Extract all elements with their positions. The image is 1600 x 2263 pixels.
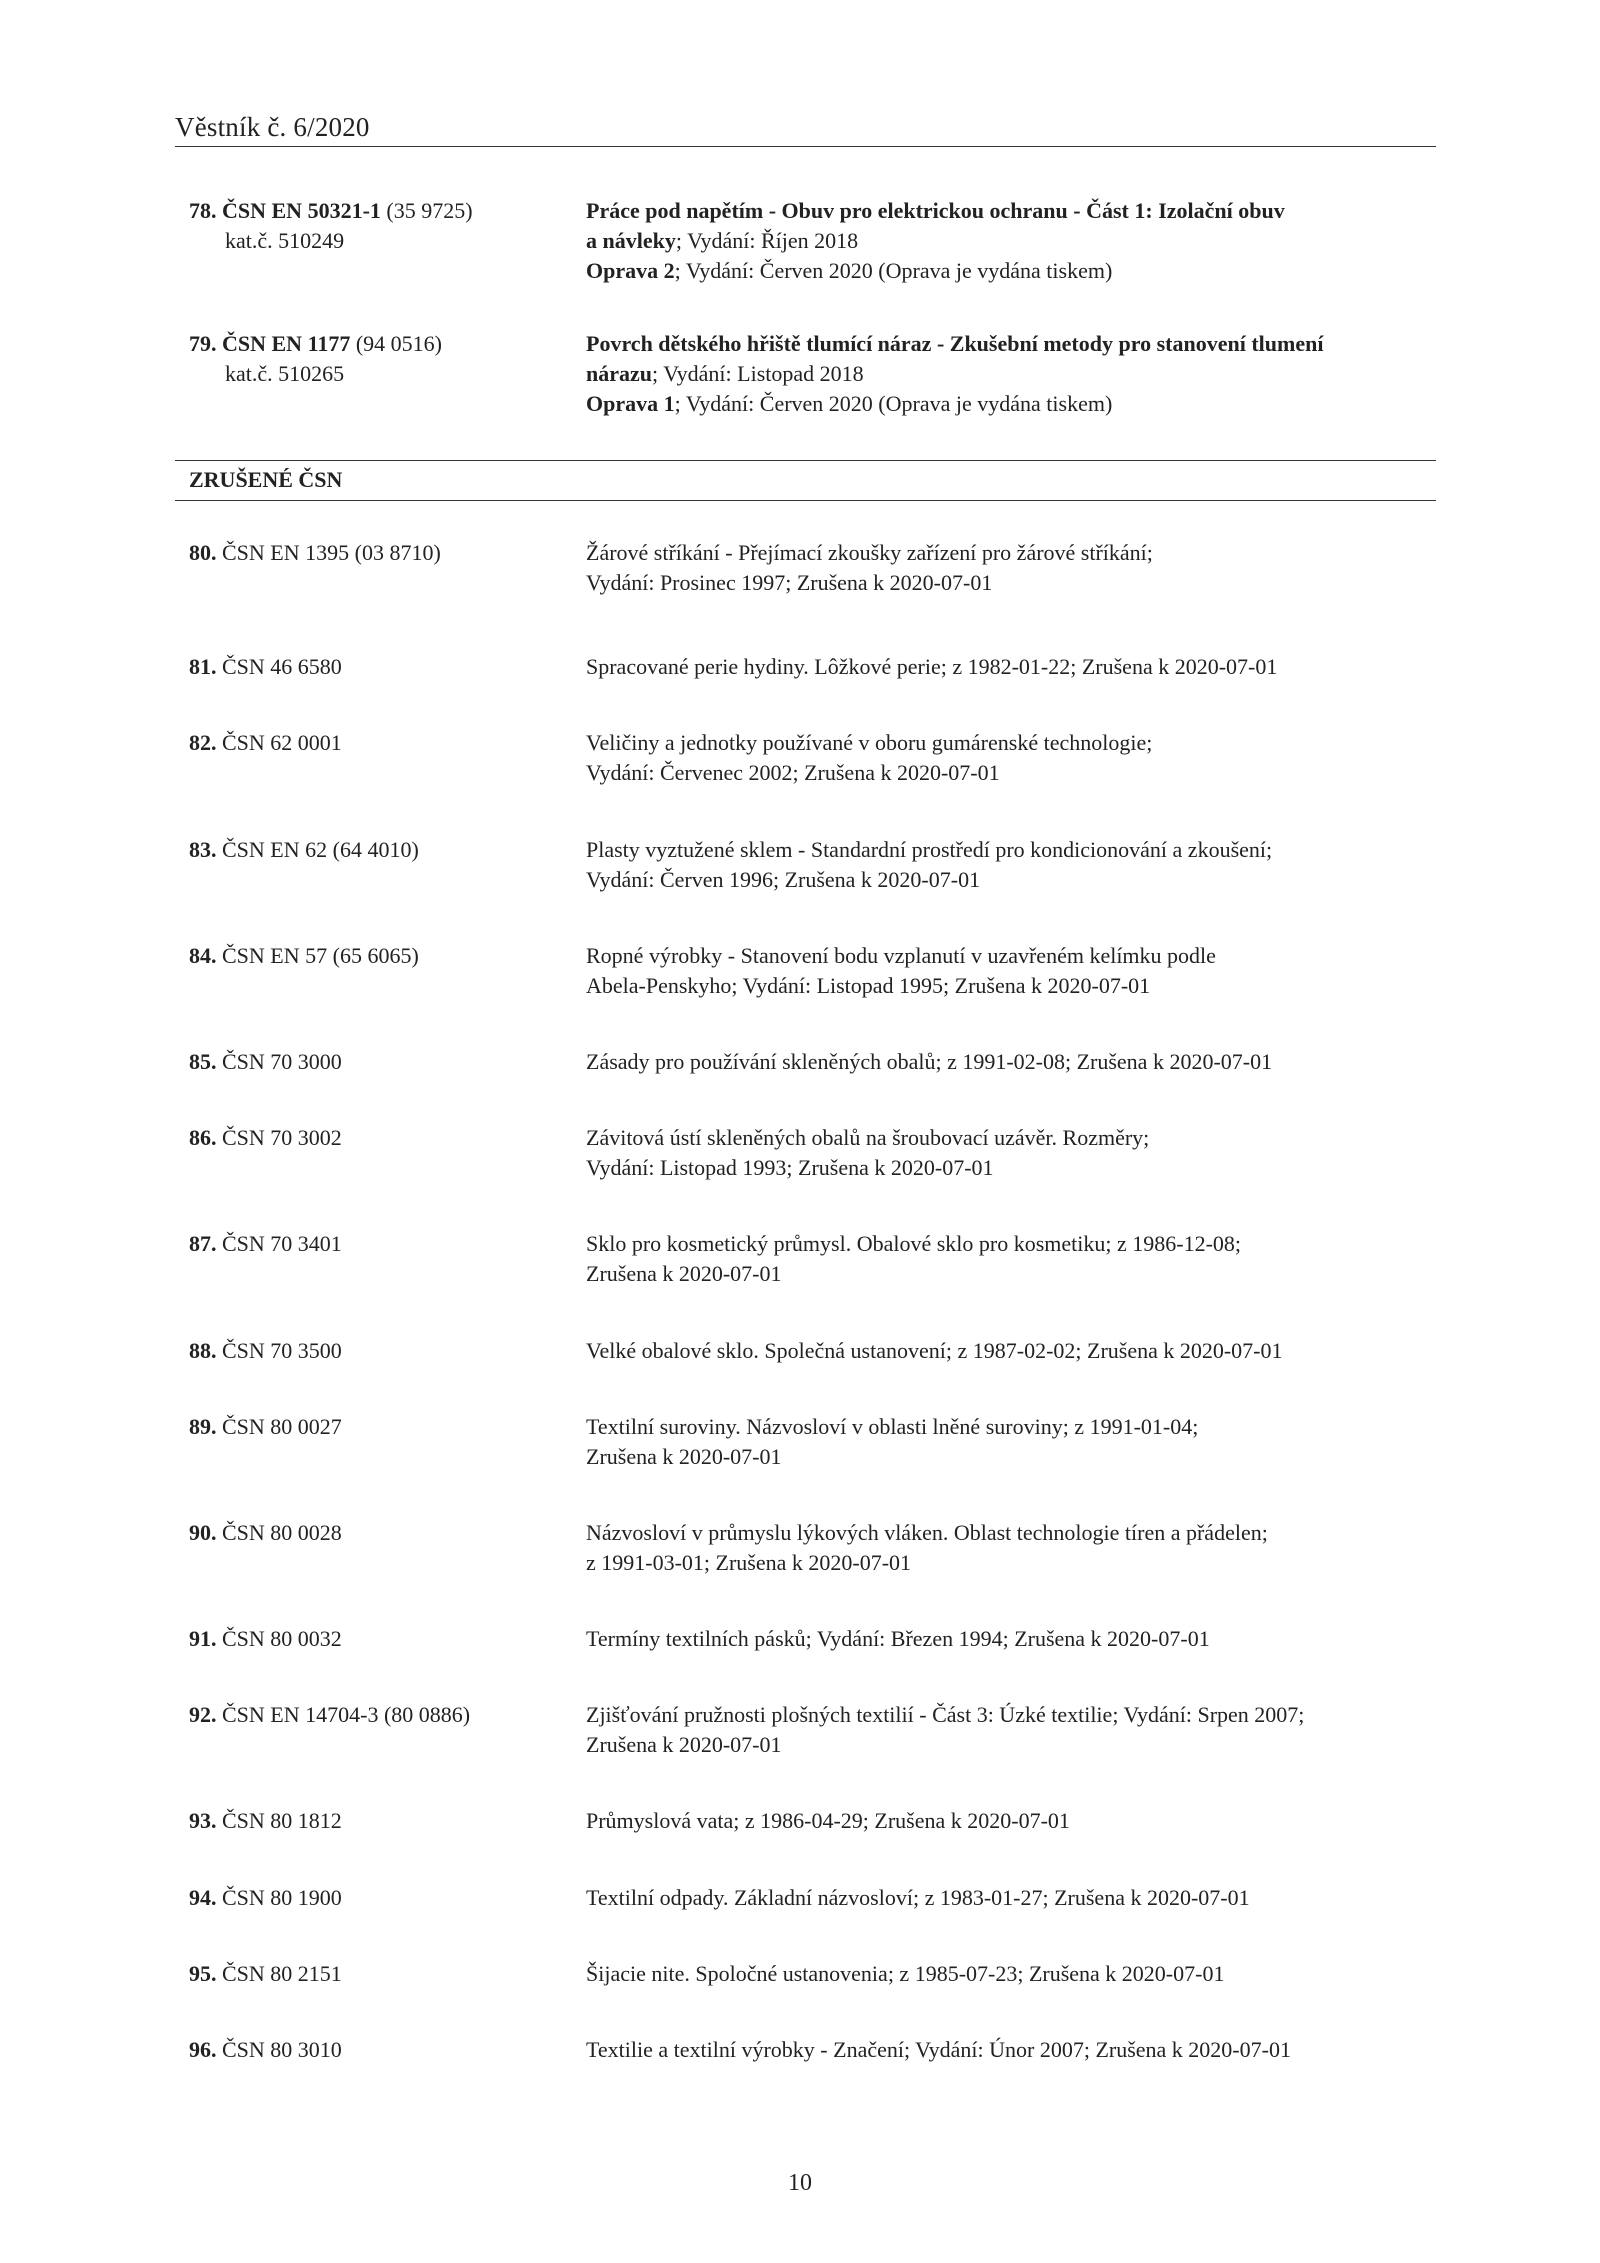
entry-designation [189,1806,342,1836]
entry-code: ČSN 80 0027 [216,1414,342,1439]
entry-code-class: (94 0516) [350,331,443,356]
entry-number: 89. [189,1414,217,1439]
entry-number: 93. [189,1808,217,1833]
section-title: ZRUŠENÉ ČSN [189,467,343,492]
entry-description [586,941,1436,1001]
entry-issue-date: ; Vydání: Říjen 2018 [675,228,859,253]
entry-designation [189,1959,342,1989]
entry-title-line: Závitová ústí skleněných obalů na šroubovací uzávěr. Rozměry; [586,1125,1150,1150]
page-number: 10 [788,2170,812,2196]
entry-description [586,835,1436,895]
entry-code: ČSN EN 1395 (03 8710) [216,540,441,565]
entry-status-line: z 1991-03-01; Zrušena k 2020-07-01 [586,1550,912,1575]
entry-number: 87. [189,1231,217,1256]
entry-title-line: Sklo pro kosmetický průmysl. Obalové sklo pro kosmetiku; z 1986-12-08; [586,1231,1242,1256]
entry-designation [189,1624,342,1654]
entry-status-line: Vydání: Listopad 1993; Zrušena k 2020-07-01 [586,1155,994,1180]
entry-number: 78. [189,198,217,223]
entry-code: ČSN 80 1900 [216,1885,342,1910]
entry-designation [189,1336,342,1366]
entry-code: ČSN 80 2151 [216,1961,342,1986]
entry-code: ČSN 80 1812 [216,1808,342,1833]
entry-number: 79. [189,331,217,356]
entry-title-line: Názvosloví v průmyslu lýkových vláken. Oblast technologie tíren a přádelen; [586,1520,1268,1545]
entry-designation [189,1123,342,1153]
entry-designation [189,1518,342,1548]
entry-description [586,538,1436,598]
entry-catalog-number: kat.č. 510249 [225,228,345,253]
entry-code: ČSN 80 3010 [216,2037,342,2062]
entry-description [586,1047,1436,1077]
entry-title-line: Ropné výrobky - Stanovení bodu vzplanutí v uzavřeném kelímku podle [586,943,1216,968]
entry-title-line: Šijacie nite. Spoločné ustanovenia; z 1985-07-23; Zrušena k 2020-07-01 [586,1961,1225,1986]
entry-number: 85. [189,1049,217,1074]
entry-amendment: Oprava 1 [586,391,675,416]
entry-designation [189,1883,342,1913]
entry-code: ČSN 80 0032 [216,1626,342,1651]
entry-code: ČSN 80 0028 [216,1520,342,1545]
entry-designation [189,728,342,758]
entry-number: 94. [189,1885,217,1910]
entry-title-line: Plasty vyztužené sklem - Standardní prostředí pro kondicionování a zkoušení; [586,837,1273,862]
entry-code: ČSN 46 6580 [216,654,342,679]
entry-number: 95. [189,1961,217,1986]
entry-code-class: (35 9725) [380,198,473,223]
header-divider [175,146,1436,147]
entry-title-continuation: a návleky [586,228,676,253]
entry-number: 83. [189,837,217,862]
entry-status-line: Vydání: Červen 1996; Zrušena k 2020-07-01 [586,867,981,892]
entry-number: 84. [189,943,217,968]
entry-number: 81. [189,654,217,679]
entry-designation [189,1229,342,1259]
entry-description [586,1806,1436,1836]
entry-code: ČSN EN 50321-1 [222,198,381,223]
entry-description [586,1518,1436,1578]
entry-description [586,728,1436,788]
entry-title-line: Textilní odpady. Základní názvosloví; z 1983-01-27; Zrušena k 2020-07-01 [586,1885,1250,1910]
entry-title-line: Velké obalové sklo. Společná ustanovení; z 1987-02-02; Zrušena k 2020-07-01 [586,1338,1283,1363]
entry-number: 82. [189,730,217,755]
entry-description [586,1123,1436,1183]
entry-description [586,1883,1436,1913]
entry-description [586,2035,1436,2065]
entry-number: 88. [189,1338,217,1363]
entry-amendment: Oprava 2 [586,258,675,283]
entry-status-line: Abela-Penskyho; Vydání: Listopad 1995; Zrušena k 2020-07-01 [586,973,1151,998]
entry-description [586,652,1436,682]
entry-code: ČSN EN 1177 [222,331,351,356]
entry-title-line: Veličiny a jednotky používané v oboru gumárenské technologie; [586,730,1153,755]
entry-code: ČSN 70 3401 [216,1231,342,1256]
entry-description [586,1229,1436,1289]
entry-number: 91. [189,1626,217,1651]
entry-title-line: Povrch dětského hřiště tlumící náraz - Zkušební metody pro stanovení tlumení [586,331,1324,356]
entry-code: ČSN 70 3000 [216,1049,342,1074]
entry-code: ČSN 62 0001 [216,730,342,755]
entry-designation [189,1700,470,1730]
entry-description [586,1700,1436,1760]
entry-description [586,1959,1436,1989]
entry-title-line: Zjišťování pružnosti plošných textilií - Část 3: Úzké textilie; Vydání: Srpen 2007; [586,1702,1305,1727]
entry-number: 80. [189,540,217,565]
entry-designation [189,329,443,386]
entry-title-line: Spracované perie hydiny. Lôžkové perie; z 1982-01-22; Zrušena k 2020-07-01 [586,654,1278,679]
entry-code: ČSN 70 3500 [216,1338,342,1363]
entry-code: ČSN EN 14704-3 (80 0886) [216,1702,471,1727]
entry-designation [189,196,473,253]
entry-designation [189,538,441,568]
entry-description [586,329,1436,419]
entry-amendment-detail: ; Vydání: Červen 2020 (Oprava je vydána tiskem) [674,258,1113,283]
entry-title-line: Žárové stříkání - Přejímací zkoušky zařízení pro žárové stříkání; [586,540,1153,565]
entry-title-line: Průmyslová vata; z 1986-04-29; Zrušena k 2020-07-01 [586,1808,1070,1833]
page-header-title: Věstník č. 6/2020 [175,112,370,142]
entry-title-continuation: nárazu [586,361,652,386]
entry-designation [189,2035,342,2065]
entry-description [586,1412,1436,1472]
section-heading-band [175,460,1436,501]
entry-amendment-detail: ; Vydání: Červen 2020 (Oprava je vydána tiskem) [674,391,1113,416]
entry-number: 86. [189,1125,217,1150]
entry-code: ČSN EN 62 (64 4010) [216,837,419,862]
entry-title-line: Termíny textilních pásků; Vydání: Březen 1994; Zrušena k 2020-07-01 [586,1626,1210,1651]
entry-status-line: Vydání: Červenec 2002; Zrušena k 2020-07-01 [586,760,1000,785]
entry-description [586,1336,1436,1366]
entry-number: 90. [189,1520,217,1545]
entry-title-line: Zásady pro používání skleněných obalů; z 1991-02-08; Zrušena k 2020-07-01 [586,1049,1273,1074]
entry-issue-date: ; Vydání: Listopad 2018 [652,361,864,386]
entry-designation [189,835,419,865]
entry-designation [189,652,342,682]
entry-designation [189,1412,342,1442]
entry-number: 96. [189,2037,217,2062]
entry-description [586,196,1436,286]
entry-status-line: Zrušena k 2020-07-01 [586,1261,782,1286]
entry-status-line: Zrušena k 2020-07-01 [586,1732,782,1757]
entry-designation [189,941,419,971]
entry-number: 92. [189,1702,217,1727]
entry-designation [189,1047,342,1077]
entry-title-line: Práce pod napětím - Obuv pro elektrickou ochranu - Část 1: Izolační obuv [586,198,1285,223]
entry-catalog-number: kat.č. 510265 [225,361,345,386]
entry-code: ČSN EN 57 (65 6065) [216,943,419,968]
entry-description [586,1624,1436,1654]
entry-title-line: Textilie a textilní výrobky - Značení; Vydání: Únor 2007; Zrušena k 2020-07-01 [586,2037,1291,2062]
entry-status-line: Vydání: Prosinec 1997; Zrušena k 2020-07-01 [586,570,993,595]
entry-status-line: Zrušena k 2020-07-01 [586,1444,782,1469]
entry-title-line: Textilní suroviny. Názvosloví v oblasti lněné suroviny; z 1991-01-04; [586,1414,1199,1439]
entry-code: ČSN 70 3002 [216,1125,342,1150]
